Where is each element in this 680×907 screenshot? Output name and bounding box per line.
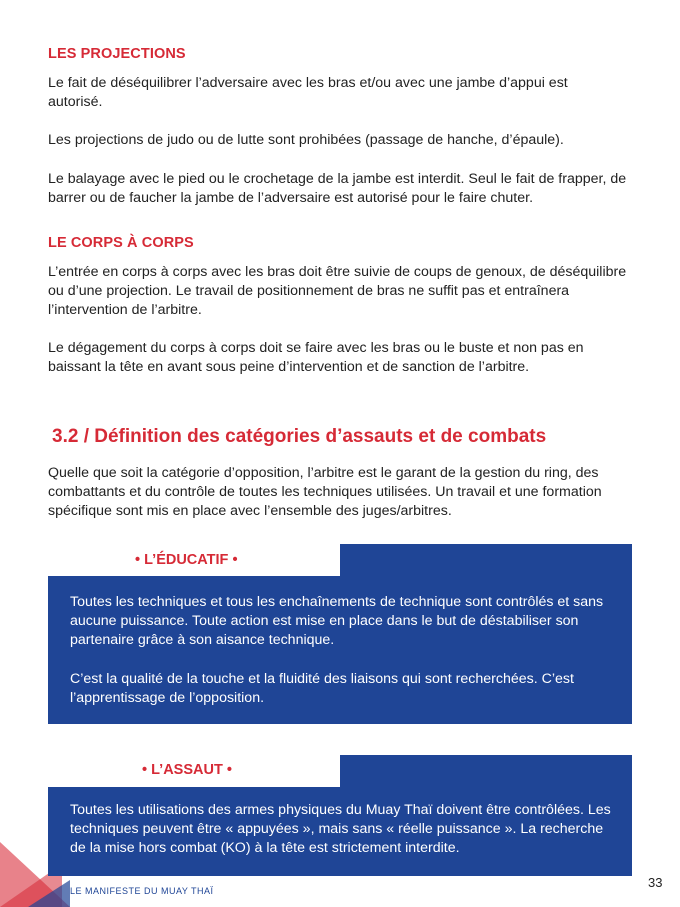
assaut-paragraph-1: Toutes les utilisations des armes physiques du Muay Thaï doivent être contrôlées. Les techniques peuvent être « appuyées », mais sans « réelle puissance ». La recherche de la mise hors combat (KO) à la tête est strictement interdite. [70,802,611,856]
section-intro: Quelle que soit la catégorie d’opposition, l’arbitre est le garant de la gestion du ring, des combattants et du contrôle de toutes les techniques utilisées. Un travail et une formation spécifique sont mis en place avec l’ensemble des juges/arbitres. [48,465,602,519]
section-title: 3.2 / Définition des catégories d’assauts et de combats [52,426,547,447]
projections-paragraph-2: Les projections de judo ou de lutte sont prohibées (passage de hanche, d’épaule). [48,132,564,148]
assaut-label: • L’ASSAUT • [142,762,232,778]
corps-paragraph-2: Le dégagement du corps à corps doit se faire avec les bras ou le buste et non pas en baissant la tête en avant sous peine d’intervention et de sanction de l’arbitre. [48,340,584,375]
corps-paragraph-1: L’entrée en corps à corps avec les bras doit être suivie de coups de genoux, de déséquilibre ou d’une projection. Le travail de positionnement de bras ne suffit pas et entraînera l’intervention de l’arbitre. [48,264,627,318]
page-number: 33 [648,875,663,890]
educatif-paragraph-1: Toutes les techniques et tous les enchaînements de technique sont contrôlés et sans aucune puissance. Toute action est mise en place dans le but de déstabiliser son partenaire grâce à son aisance technique. [70,594,604,648]
projections-paragraph-1: Le fait de déséquilibrer l’adversaire avec les bras et/ou avec une jambe d’appui est autorisé. [48,75,568,110]
projections-paragraph-3: Le balayage avec le pied ou le crochetage de la jambe est interdit. Seul le fait de frapper, de barrer ou de faucher la jambe de l’adversaire est autorisé pour le faire chuter. [48,171,627,206]
corps-heading: LE CORPS À CORPS [48,235,194,251]
footer-title: LE MANIFESTE DU MUAY THAÏ [70,886,214,896]
educatif-label: • L’ÉDUCATIF • [135,552,238,568]
projections-heading: LES PROJECTIONS [48,46,186,62]
educatif-paragraph-2: C’est la qualité de la touche et la fluidité des liaisons qui sont recherchées. C’est l’apprentissage de l’opposition. [70,671,574,706]
